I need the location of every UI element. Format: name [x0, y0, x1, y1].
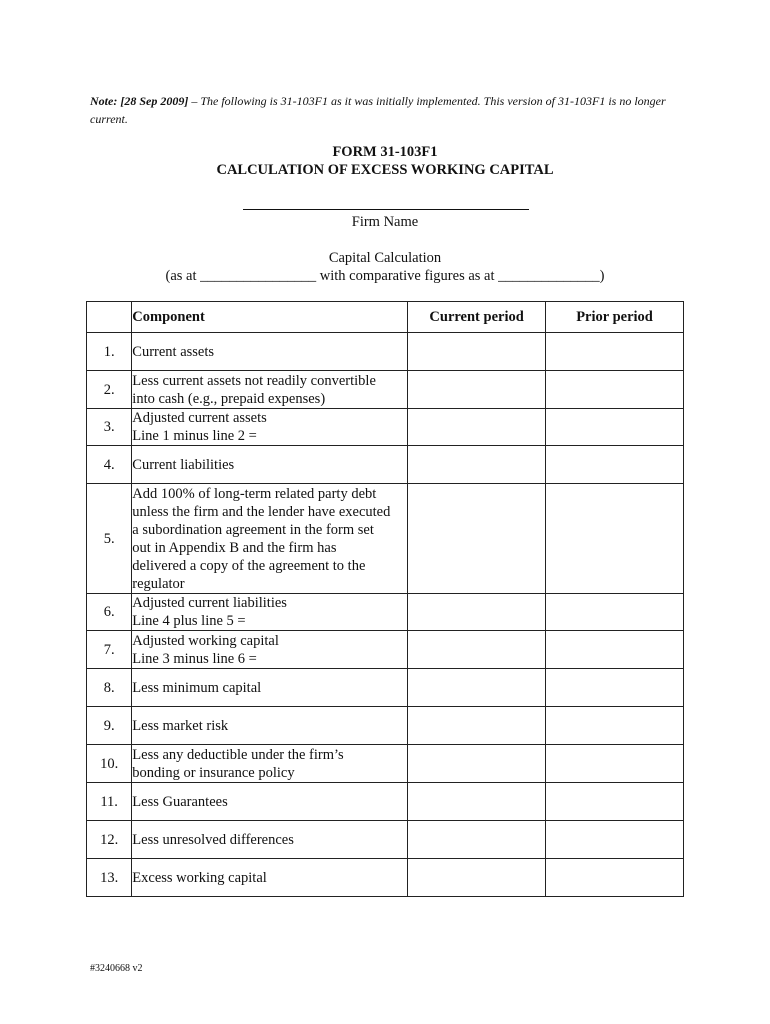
prior-period-cell[interactable]: [546, 409, 684, 446]
row-component: Current liabilities: [132, 446, 408, 484]
row-number: 6.: [87, 594, 132, 631]
row-number: 5.: [87, 484, 132, 594]
current-period-cell[interactable]: [408, 631, 546, 669]
current-period-cell[interactable]: [408, 484, 546, 594]
row-number: 10.: [87, 745, 132, 783]
row-number: 7.: [87, 631, 132, 669]
row-number: 1.: [87, 333, 132, 371]
table-row: [87, 409, 684, 446]
capital-calculation-table: [86, 301, 684, 897]
table-row: [87, 745, 684, 783]
table-row: [87, 783, 684, 821]
table-row: [87, 707, 684, 745]
header-prior-period: Prior period: [546, 302, 684, 333]
table-row: [87, 631, 684, 669]
table-row: [87, 446, 684, 484]
document-id: #3240668 v2: [90, 963, 143, 974]
prior-period-cell[interactable]: [546, 859, 684, 897]
form-number: FORM 31-103F1: [332, 144, 438, 160]
prior-period-cell[interactable]: [546, 371, 684, 409]
version-note: [90, 92, 690, 128]
as-at-line: (as at ________________ with comparative figures as at ______________): [165, 268, 605, 284]
form-title: CALCULATION OF EXCESS WORKING CAPITAL: [216, 162, 554, 178]
row-component: Less unresolved differences: [132, 821, 408, 859]
row-component: Adjusted current assets Line 1 minus line 2 =: [132, 409, 408, 446]
row-number: 2.: [87, 371, 132, 409]
header-number-cell: [87, 302, 132, 333]
current-period-cell[interactable]: [408, 371, 546, 409]
prior-period-cell[interactable]: [546, 821, 684, 859]
prior-period-cell[interactable]: [546, 631, 684, 669]
current-period-cell[interactable]: [408, 707, 546, 745]
prior-period-cell[interactable]: [546, 484, 684, 594]
header-component: Component: [132, 302, 408, 333]
current-period-cell[interactable]: [408, 821, 546, 859]
row-component: Less current assets not readily convertible into cash (e.g., prepaid expenses): [132, 371, 408, 409]
header-current-period: Current period: [408, 302, 546, 333]
row-component: Less Guarantees: [132, 783, 408, 821]
firm-name-label: Firm Name: [351, 214, 419, 230]
current-period-cell[interactable]: [408, 783, 546, 821]
current-period-cell[interactable]: [408, 446, 546, 484]
note-text: – The following is 31-103F1 as it was initially implemented. This version of 31-103F1 is no longer current.: [90, 94, 666, 126]
table-row: [87, 859, 684, 897]
current-period-cell[interactable]: [408, 409, 546, 446]
row-number: 4.: [87, 446, 132, 484]
table-row: [87, 484, 684, 594]
prior-period-cell[interactable]: [546, 446, 684, 484]
table-header-row: [87, 302, 684, 333]
row-component: Excess working capital: [132, 859, 408, 897]
row-component: Current assets: [132, 333, 408, 371]
prior-period-cell[interactable]: [546, 707, 684, 745]
row-number: 9.: [87, 707, 132, 745]
capital-calculation-label: Capital Calculation: [328, 250, 442, 266]
row-component: Less minimum capital: [132, 669, 408, 707]
current-period-cell[interactable]: [408, 859, 546, 897]
current-period-cell[interactable]: [408, 594, 546, 631]
row-component: Less any deductible under the firm’s bonding or insurance policy: [132, 745, 408, 783]
prior-period-cell[interactable]: [546, 333, 684, 371]
table-row: [87, 594, 684, 631]
table-row: [87, 371, 684, 409]
prior-period-cell[interactable]: [546, 783, 684, 821]
current-period-cell[interactable]: [408, 669, 546, 707]
row-component: Add 100% of long-term related party debt unless the firm and the lender have executed a subordination agreement in the form set out in Appendix B and the firm has delivered a copy of the agreement to the regulator: [132, 484, 408, 594]
table-row: [87, 821, 684, 859]
row-number: 12.: [87, 821, 132, 859]
row-number: 13.: [87, 859, 132, 897]
row-number: 8.: [87, 669, 132, 707]
prior-period-cell[interactable]: [546, 669, 684, 707]
prior-period-cell[interactable]: [546, 594, 684, 631]
row-component: Adjusted current liabilities Line 4 plus line 5 =: [132, 594, 408, 631]
table-row: [87, 333, 684, 371]
table-row: [87, 669, 684, 707]
row-number: 11.: [87, 783, 132, 821]
row-component: Adjusted working capital Line 3 minus line 6 =: [132, 631, 408, 669]
current-period-cell[interactable]: [408, 333, 546, 371]
current-period-cell[interactable]: [408, 745, 546, 783]
firm-name-line: [243, 209, 529, 210]
prior-period-cell[interactable]: [546, 745, 684, 783]
row-component: Less market risk: [132, 707, 408, 745]
note-date: Note: [28 Sep 2009]: [90, 94, 189, 108]
row-number: 3.: [87, 409, 132, 446]
